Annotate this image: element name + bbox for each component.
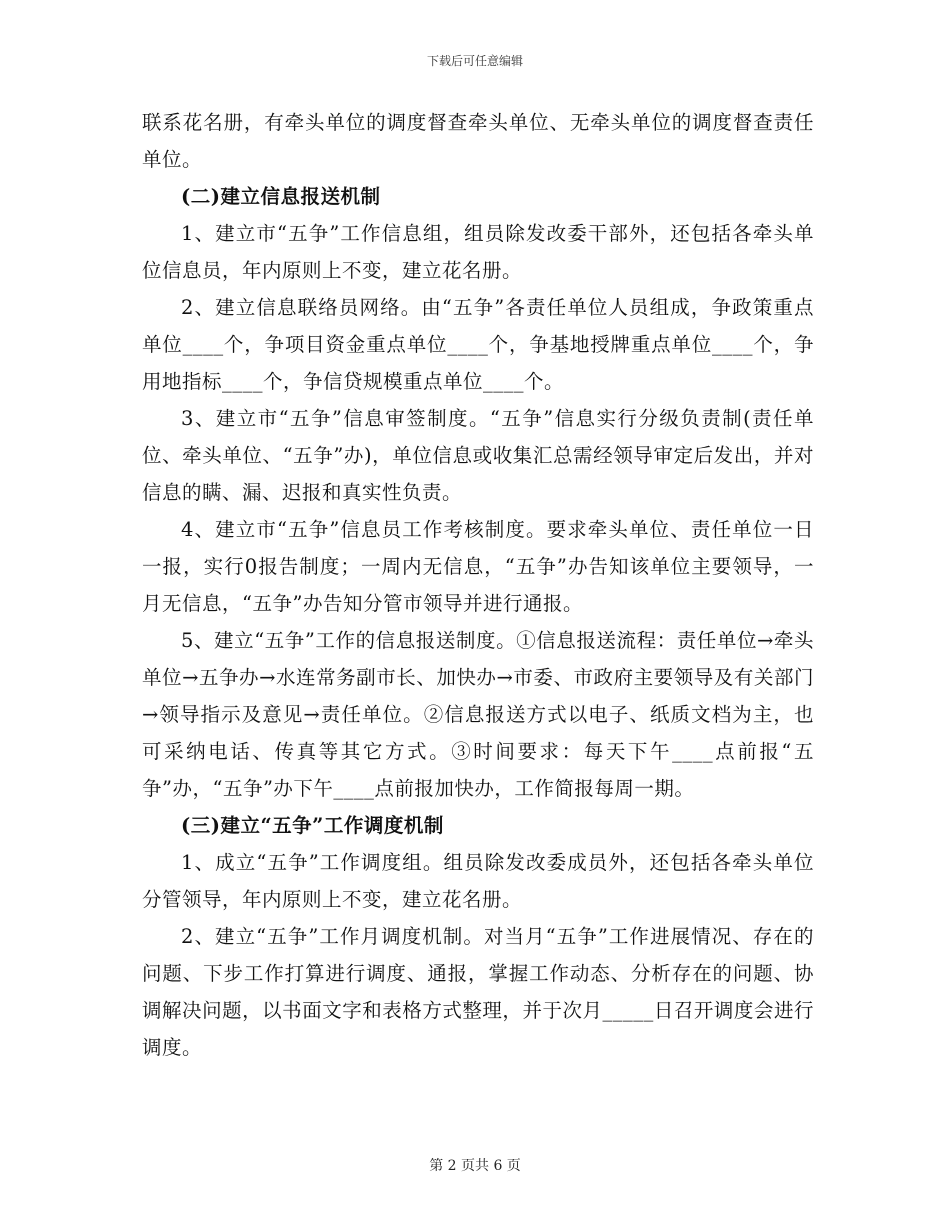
section-heading-info-reporting: (二)建立信息报送机制 — [181, 185, 381, 208]
paragraph-reporting-system: 5、建立“五争”工作的信息报送制度。①信息报送流程：责任单位→牵头单位→五争办→水连常务副市长、加快办→市委、市政府主要领导及有关部门→领导指示及意见→责任单位。②信息报送方式以电子、纸质文档为主，也可采纳电话、传真等其它方式。③时间要求：每天下午____点前报“五争”办，“五争”办下午____点前报加快办，工作简报每周一期。 — [142, 629, 814, 800]
page-header: 下载后可任意编辑 — [426, 54, 523, 68]
paragraph-dispatch-group: 1、成立“五争”工作调度组。组员除发改委成员外，还包括各牵头单位分管领导，年内原则上不变，建立花名册。 — [142, 851, 814, 911]
paragraph-monthly-dispatch: 2、建立“五争”工作月调度机制。对当月“五争”工作进展情况、存在的问题、下步工作打算进行调度、通报，掌握工作动态、分析存在的问题、协调解决问题，以书面文字和表格方式整理，并于次月_____日召开调度会进行调度。 — [142, 925, 814, 1059]
paragraph-assessment-system: 4、建立市“五争”信息员工作考核制度。要求牵头单位、责任单位一日一报，实行0报告制度；一周内无信息，“五争”办告知该单位主要领导，一月无信息，“五争”办告知分管市领导并进行通报。 — [142, 518, 814, 615]
document-body — [142, 104, 814, 1066]
paragraph-roster-continuation: 联系花名册，有牵头单位的调度督查牵头单位、无牵头单位的调度督查责任单位。 — [142, 111, 814, 171]
page-footer: 第 2 页共 6 页 — [429, 1158, 521, 1174]
section-heading-dispatch: (三)建立“五争”工作调度机制 — [181, 814, 444, 837]
paragraph-liaison-network: 2、建立信息联络员网络。由“五争”各责任单位人员组成，争政策重点单位____个，争项目资金重点单位____个，争基地授牌重点单位____个，争用地指标____个，争信贷规模重点单位____个。 — [142, 296, 814, 393]
paragraph-info-group: 1、建立市“五争”工作信息组，组员除发改委干部外，还包括各牵头单位信息员，年内原则上不变，建立花名册。 — [142, 222, 814, 282]
paragraph-review-system: 3、建立市“五争”信息审签制度。“五争”信息实行分级负责制(责任单位、牵头单位、“五争”办)，单位信息或收集汇总需经领导审定后发出，并对信息的瞒、漏、迟报和真实性负责。 — [142, 407, 814, 504]
